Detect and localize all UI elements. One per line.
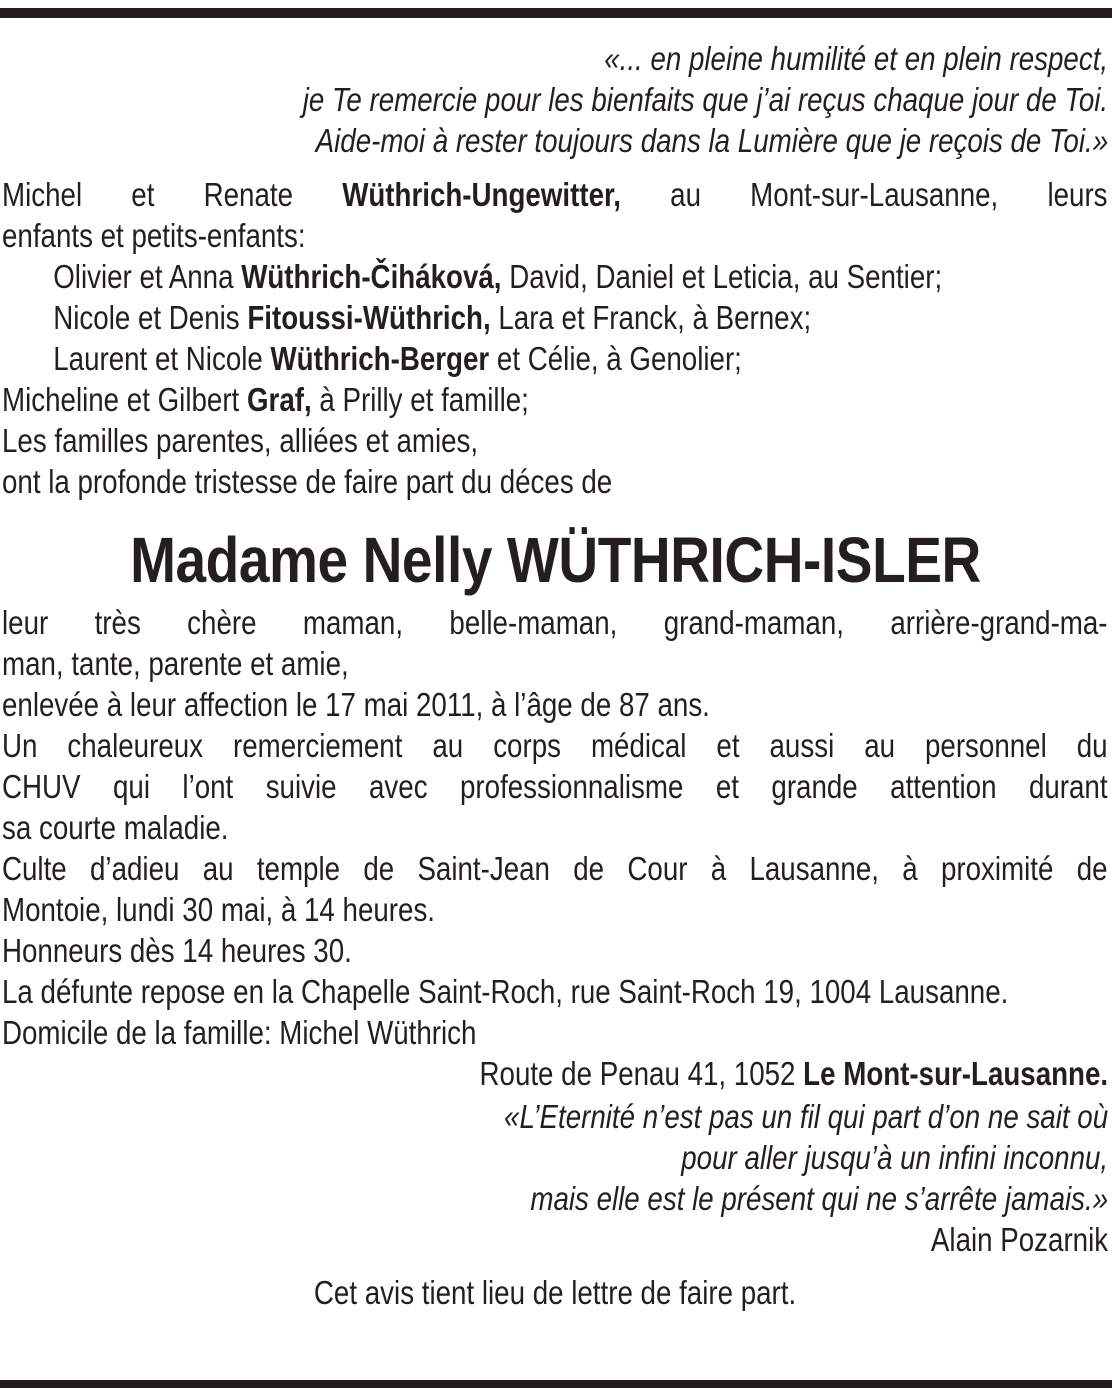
- opening-quote: [2, 38, 1108, 161]
- opening-quote-line-2: je Te remercie pour les bienfaits que j’ai reçus chaque jour de Toi.: [302, 81, 1109, 118]
- closing-quote-line-3: mais elle est le présent qui ne s’arrête jamais.»: [530, 1180, 1108, 1217]
- address-town: Le Mont-sur-Lausanne.: [803, 1055, 1108, 1092]
- body-line-9: Honneurs dès 14 heures 30.: [2, 932, 352, 969]
- body-line-4: Un chaleureux remerciement au corps médical et aussi au personnel du: [2, 727, 1108, 764]
- body-line-1: leur très chère maman, belle-maman, grand-maman, arrière-grand-ma-: [2, 604, 1108, 641]
- opening-quote-line-3: Aide-moi à rester toujours dans la Lumière que je reçois de Toi.»: [315, 122, 1108, 159]
- family-name-2: Wüthrich-Čiháková,: [241, 258, 502, 295]
- family-line-3: Olivier et Anna Wüthrich-Čiháková, David, Daniel et Leticia, au Sentier;: [53, 258, 943, 295]
- family-line-2: enfants et petits-enfants:: [2, 217, 306, 254]
- closing-quote-line-1: «L’Eternité n’est pas un fil qui part d’on ne sait où: [503, 1098, 1108, 1135]
- family-name-3: Fitoussi-Wüthrich,: [247, 299, 491, 336]
- family-line-7: Les familles parentes, alliées et amies,: [2, 422, 479, 459]
- deceased-name-heading: Madame Nelly WÜTHRICH-ISLER: [129, 524, 981, 596]
- closing-quote: [2, 1096, 1108, 1260]
- closing-quote-line-2: pour aller jusqu’à un infini inconnu,: [681, 1139, 1108, 1176]
- family-line-5: Laurent et Nicole Wüthrich-Berger et Célie, à Genolier;: [53, 340, 742, 377]
- bottom-border-rule: [0, 1380, 1112, 1388]
- body-line-11: Domicile de la famille: Michel Wüthrich: [2, 1014, 477, 1051]
- body-line-3: enlevée à leur affection le 17 mai 2011, à l’âge de 87 ans.: [2, 686, 710, 723]
- family-address: Route de Penau 41, 1052 Le Mont-sur-Lausanne.: [479, 1055, 1108, 1092]
- family-line-1: Michel et Renate Wüthrich-Ungewitter, au Mont-sur-Lausanne, leurs: [2, 176, 1108, 213]
- body-line-8: Montoie, lundi 30 mai, à 14 heures.: [2, 891, 436, 928]
- family-line-4: Nicole et Denis Fitoussi-Wüthrich, Lara et Franck, à Bernex;: [53, 299, 812, 336]
- opening-quote-line-1: «... en pleine humilité et en plein respect,: [604, 40, 1108, 77]
- footer-note: Cet avis tient lieu de lettre de faire part.: [313, 1274, 797, 1311]
- quote-author: Alain Pozarnik: [930, 1221, 1108, 1258]
- family-line-6: Micheline et Gilbert Graf, à Prilly et famille;: [2, 381, 529, 418]
- body-line-5: CHUV qui l’ont suivie avec professionnalisme et grande attention durant: [2, 768, 1108, 805]
- body-line-2: man, tante, parente et amie,: [2, 645, 349, 682]
- family-name-5: Graf,: [246, 381, 312, 418]
- obituary-notice: [2, 38, 1108, 1313]
- family-line-8: ont la profonde tristesse de faire part du déces de: [2, 463, 613, 500]
- top-border-rule: [0, 8, 1112, 18]
- body-line-10: La défunte repose en la Chapelle Saint-Roch, rue Saint-Roch 19, 1004 Lausanne.: [2, 973, 1009, 1010]
- family-name-1: Wüthrich-Ungewitter,: [342, 176, 621, 213]
- family-announcement: [2, 174, 1108, 502]
- notice-body: [2, 602, 1108, 1094]
- family-name-4: Wüthrich-Berger: [270, 340, 490, 377]
- body-line-6: sa courte maladie.: [2, 809, 229, 846]
- body-line-7: Culte d’adieu au temple de Saint-Jean de Cour à Lausanne, à proximité de: [2, 850, 1108, 887]
